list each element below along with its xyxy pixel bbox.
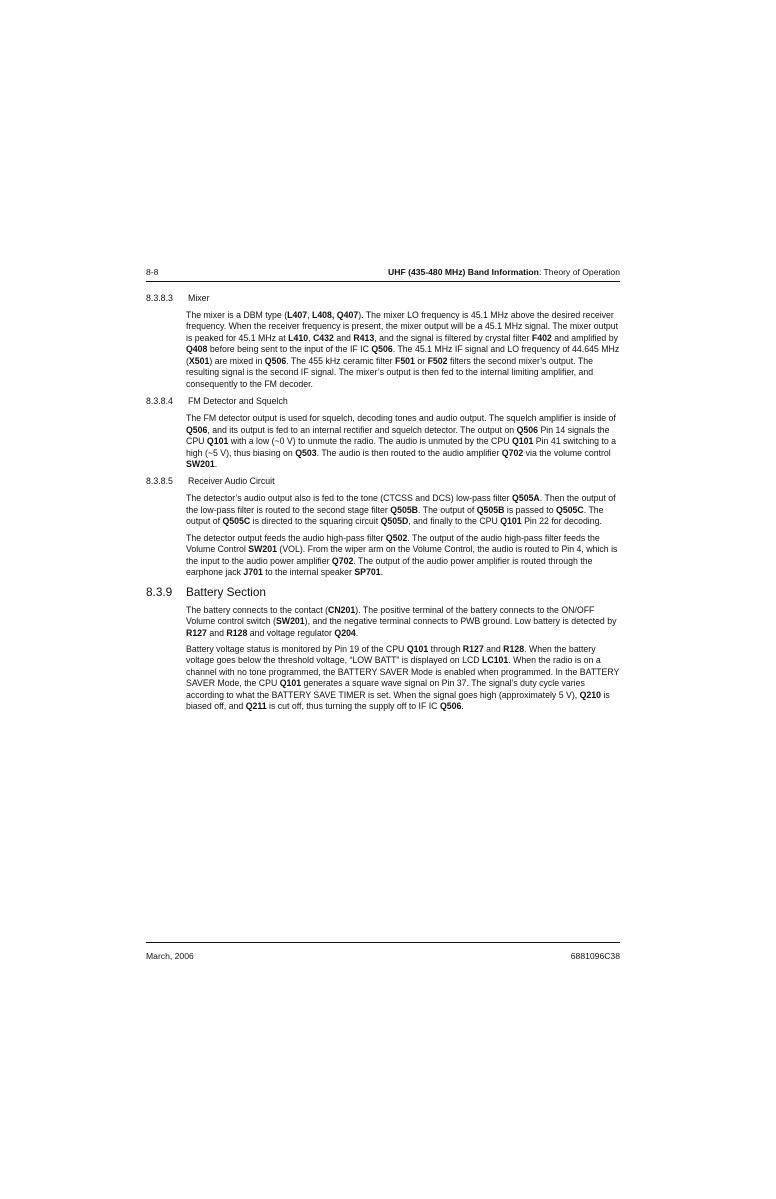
running-title-bold: UHF (435-480 MHz) Band Information bbox=[388, 267, 539, 277]
header-rule bbox=[146, 281, 620, 282]
section-title: Mixer bbox=[188, 293, 210, 303]
footer-rule bbox=[146, 942, 620, 943]
footer-date: March, 2006 bbox=[146, 951, 194, 961]
section-mixer bbox=[146, 292, 620, 390]
footer-doc-number: 6881096C38 bbox=[570, 951, 620, 961]
page-body bbox=[146, 292, 620, 718]
section-heading bbox=[146, 585, 620, 600]
section-battery bbox=[146, 585, 620, 713]
paragraph: The FM detector output is used for squelch, decoding tones and audio output. The squelch amplifier is inside of Q506, and its output is fed to an internal rectifier and squelch detector. The output on Q506 Pin 14 signals the CPU Q101 with a low (~0 V) to unmute the radio. The audio is unmuted by the CPU Q101 Pin 41 switching to a high (~5 V), thus biasing on Q503. The audio is then routed to the audio amplifier Q702 via the volume control SW201. bbox=[186, 413, 617, 469]
paragraph: The detector’s audio output also is fed to the tone (CTCSS and DCS) low-pass filter Q505A. Then the output of the low-pass filter is routed to the second stage filter Q505B. The output of Q505B is passed to Q505C. The output of Q505C is directed to the squaring circuit Q505D, and finally to the CPU Q101 Pin 22 for decoding. bbox=[186, 493, 616, 527]
page-header bbox=[146, 265, 620, 279]
section-receiver-audio bbox=[146, 475, 620, 578]
section-title: FM Detector and Squelch bbox=[188, 396, 288, 407]
section-number: 8.3.8.5 bbox=[146, 476, 173, 487]
subsection-heading bbox=[146, 475, 620, 487]
page-number: 8-8 bbox=[146, 267, 159, 277]
section-number: 8.3.9 bbox=[146, 584, 173, 599]
running-title bbox=[388, 265, 620, 279]
subsection-heading bbox=[146, 292, 620, 304]
section-title: Battery Section bbox=[186, 584, 266, 599]
paragraph: Battery voltage status is monitored by Pin 19 of the CPU Q101 through R127 and R128. When the battery voltage goes below the threshold voltage, “LOW BATT” is displayed on LCD LC101. When the radio is on a channel with no tone programmed, the BATTERY SAVER Mode is enabled when programmed. In the BATTERY SAVER Mode, the CPU Q101 generates a square wave signal on Pin 37. The signal’s duty cycle varies according to what the BATTERY SAVE TIMER is set. When the signal goes high (approximately 5 V), Q210 is biased off, and Q211 is cut off, thus turning the supply off to IF IC Q506. bbox=[186, 643, 620, 712]
paragraph: The mixer is a DBM type (L407, L408, Q407). The mixer LO frequency is 45.1 MHz above the desired receiver frequency. When the receiver frequency is present, the mixer output will be a 45.1 MHz signal. The mixer output is peaked for 45.1 MHz at L410, C432 and R413, and the signal is filtered by crystal filter F402 and amplified by Q408 before being sent to the input of the IF IC Q506. The 45.1 MHz IF signal and LO frequency of 44.645 MHz (X501) are mixed in Q506. The 455 kHz ceramic filter F501 or F502 filters the second mixer’s output. The resulting signal is the second IF signal. The mixer’s output is then fed to the internal limiting amplifier, and consequently to the FM decoder. bbox=[186, 310, 620, 389]
section-fm-detector bbox=[146, 395, 620, 470]
section-number: 8.3.8.4 bbox=[146, 396, 173, 407]
section-title: Receiver Audio Circuit bbox=[188, 476, 275, 487]
paragraph: The detector output feeds the audio high-pass filter Q502. The output of the audio high-pass filter feeds the Volume Control SW201 (VOL). From the wiper arm on the Volume Control, the audio is routed to Pin 4, which is the input to the audio power amplifier Q702. The output of the audio power amplifier is routed through the earphone jack J701 to the internal speaker SP701. bbox=[186, 532, 618, 578]
subsection-heading bbox=[146, 395, 620, 407]
section-number: 8.3.8.3 bbox=[146, 293, 173, 303]
running-title-rest: : Theory of Operation bbox=[538, 267, 620, 277]
paragraph: The battery connects to the contact (CN201). The positive terminal of the battery connects to the ON/OFF Volume control switch (SW201), and the negative terminal connects to PWB ground. Low battery is detected by R127 and R128 and voltage regulator Q204. bbox=[186, 604, 617, 638]
